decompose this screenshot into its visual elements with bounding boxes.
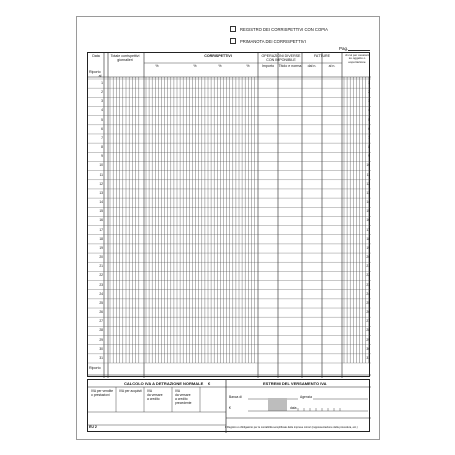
row-number-right: 8 <box>368 145 370 150</box>
header-titolo: Titolo e norma <box>278 64 302 68</box>
row-number-left: 22 <box>99 273 103 278</box>
row-number-left: 10 <box>99 163 103 168</box>
data-label: data <box>290 406 297 410</box>
footer-note: Il Registro è obbligatorio per le contabilità semplificate delle imprese minori (rappresentazione della procedura, etc.) <box>225 426 358 429</box>
row-number-right: 13 <box>366 190 370 195</box>
header-di-cui: di cui per cessioni su oggetto o esportazione <box>345 53 369 64</box>
row-number-right: 9 <box>368 154 370 159</box>
row-number-right: 12 <box>366 181 370 186</box>
da-versare-2: da versare <box>175 393 191 397</box>
header-totale: Totale corrispettivi giornalieri <box>110 54 140 62</box>
row-number-left: 20 <box>99 255 103 260</box>
row-number-right: 3 <box>368 99 370 104</box>
row-number-right: 14 <box>366 200 370 205</box>
row-number-right: 28 <box>366 328 370 333</box>
row-number-left: 30 <box>99 346 103 351</box>
row-number-right: 30 <box>366 346 370 351</box>
iva-vendite-label: IVA per vendite o prestazioni <box>91 389 114 397</box>
row-number-right: 25 <box>366 300 370 305</box>
option-registro-corrispettivi[interactable] <box>230 26 328 32</box>
row-number-left: 31 <box>99 355 103 360</box>
row-number-right: 1 <box>368 81 370 85</box>
euro-label: € <box>229 406 231 410</box>
row-number-left: 25 <box>99 300 103 305</box>
option-primanota[interactable] <box>230 38 306 44</box>
row-number-left: 17 <box>99 227 103 232</box>
row-number-left: 1 <box>101 81 103 85</box>
row-number-right: 31 <box>366 355 370 360</box>
row-number-right: 15 <box>366 209 370 214</box>
da-versare-1: da versare <box>147 393 163 397</box>
row-number-right: 22 <box>366 273 370 278</box>
row-number-left: 7 <box>101 135 103 140</box>
row-number-right: 27 <box>366 319 370 324</box>
header-fatture: FATTURE <box>313 54 331 58</box>
iva-col4-label: IVA <box>175 389 181 393</box>
checkbox[interactable] <box>230 26 236 32</box>
calc-iva-euro: € <box>208 381 211 386</box>
header-importo: Importo <box>261 64 275 68</box>
row-number-left: 13 <box>99 190 103 195</box>
row-number-left: 11 <box>99 172 103 177</box>
riporto-label: Riporto <box>89 70 101 74</box>
row-number-left: 4 <box>101 108 103 113</box>
row-number-left: 14 <box>99 200 103 205</box>
a-credito-2: a credito <box>175 397 188 401</box>
iva-acquisti-label: IVA per acquisti <box>119 389 142 393</box>
precedente-label: precedente <box>175 401 192 405</box>
header-percent-2: % <box>193 64 197 68</box>
row-number-left: 19 <box>99 245 103 250</box>
option-label: REGISTRO DEI CORRISPETTIVI CON COPIA <box>240 26 328 32</box>
row-number-right: 21 <box>366 264 370 269</box>
row-number-right: 5 <box>368 117 370 122</box>
row-number-right: 29 <box>366 337 370 342</box>
row-number-right: 4 <box>368 108 370 113</box>
row-number-left: 21 <box>99 264 103 269</box>
row-number-left: 8 <box>101 145 103 150</box>
row-number-right: 17 <box>366 227 370 232</box>
riporto-al: al <box>98 74 102 78</box>
calc-iva-title: CALCOLO IVA A DETRAZIONE NORMALE <box>124 381 204 386</box>
row-number-left: 16 <box>99 218 103 223</box>
row-number-left: 3 <box>101 99 103 104</box>
header-percent-3: % <box>218 64 222 68</box>
page-number-line <box>348 50 370 51</box>
row-number-left: 24 <box>99 291 103 296</box>
row-number-left: 15 <box>99 209 103 214</box>
row-number-left: 23 <box>99 282 103 287</box>
banca-label: Banca di <box>229 395 242 399</box>
page-label: Pag. <box>339 46 349 51</box>
estremi-title: ESTREMI DEL VERSAMENTO IVA <box>263 381 327 386</box>
row-number-left: 27 <box>99 319 103 324</box>
row-number-left: 9 <box>101 154 103 159</box>
a-credito-1: a credito <box>147 397 160 401</box>
row-number-right: 10 <box>366 163 370 168</box>
row-number-right: 16 <box>366 218 370 223</box>
row-number-right: 2 <box>368 90 370 95</box>
row-number-right: 20 <box>366 255 370 260</box>
header-dal: dal n. <box>307 64 317 68</box>
header-percent-4: % <box>246 64 250 68</box>
row-number-right: 26 <box>366 310 370 315</box>
bottom-section <box>87 379 370 432</box>
form-code: EU 2 <box>89 425 97 429</box>
row-number-right: 18 <box>366 236 370 241</box>
register-grid-lines <box>88 53 371 378</box>
riporto-end-label: Riporto <box>89 366 101 370</box>
row-number-left: 18 <box>99 236 103 241</box>
header-percent-1: % <box>155 64 159 68</box>
register-grid <box>87 52 370 377</box>
row-number-right: 7 <box>368 135 370 140</box>
agenzia-label: Agenzia <box>300 395 312 399</box>
checkbox[interactable] <box>230 38 236 44</box>
row-number-left: 29 <box>99 337 103 342</box>
row-number-left: 2 <box>101 90 103 95</box>
iva-col3-label: IVA <box>147 389 153 393</box>
row-number-left: 6 <box>101 126 103 131</box>
row-number-left: 26 <box>99 310 103 315</box>
row-number-left: 5 <box>101 117 103 122</box>
row-number-right: 6 <box>368 126 370 131</box>
row-number-right: 19 <box>366 245 370 250</box>
option-label: PRIMANOTA DEI CORRISPETTIVI <box>240 38 306 44</box>
header-corrispettivi: CORRISPETTIVI <box>204 54 232 58</box>
header-al: al n. <box>328 64 336 68</box>
row-number-right: 24 <box>366 291 370 296</box>
row-number-right: 23 <box>366 282 370 287</box>
row-number-left: 12 <box>99 181 103 186</box>
header-data: Data <box>92 54 100 58</box>
row-number-right: 11 <box>366 172 370 177</box>
header-operazioni: OPERAZIONI DIVERSE CON IMPONIBILE <box>261 54 301 62</box>
row-number-left: 28 <box>99 328 103 333</box>
